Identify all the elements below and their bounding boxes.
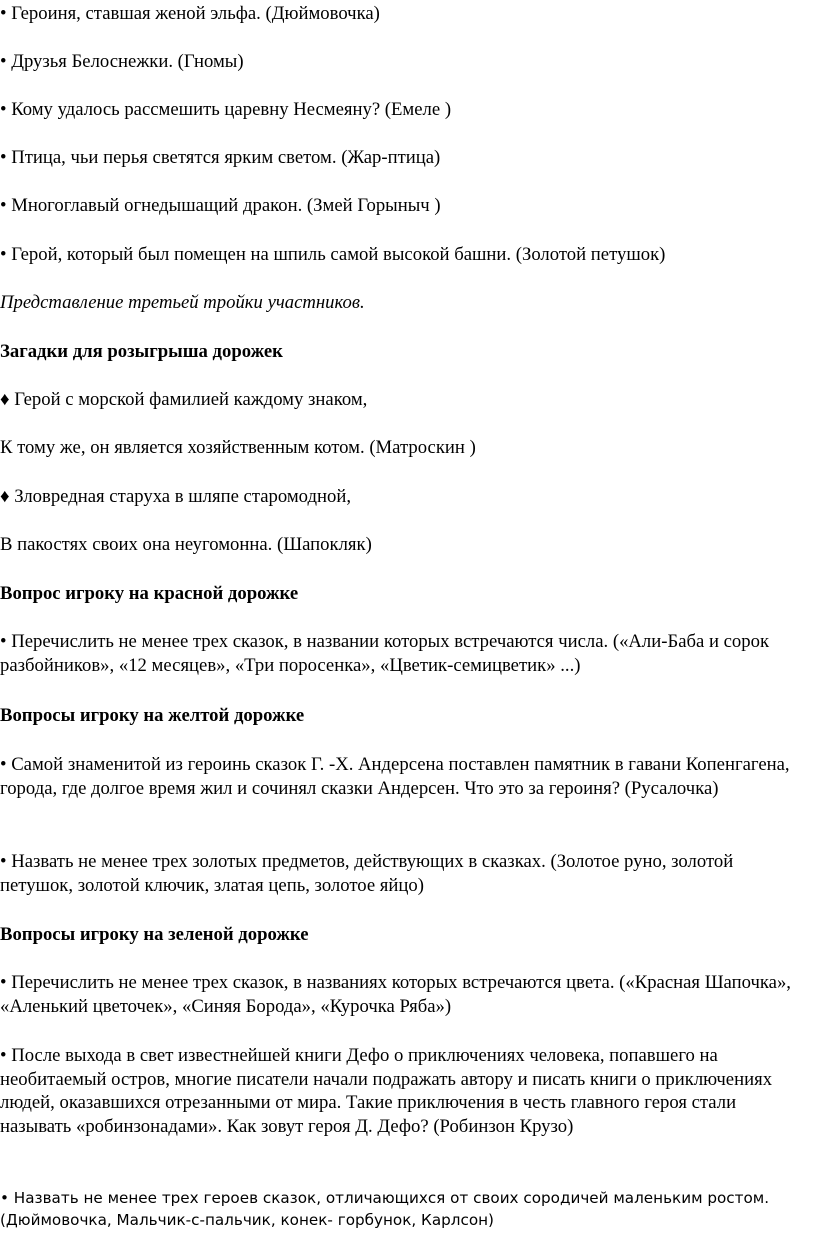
question-green-track-1: • Перечислить не менее трех сказок, в названиях которых встречаются цвета. («Красная Шапочка», «Аленький цветочек», «Синяя Борода», «Курочка Ряба») bbox=[0, 972, 791, 1017]
riddle-matroskin-line2: К тому же, он является хозяйственным котом. (Матроскин ) bbox=[0, 437, 476, 458]
riddle-matroskin-line1: ♦ Герой с морской фамилией каждому знаком, bbox=[0, 389, 368, 410]
heading-riddles-tracks: Загадки для розыгрыша дорожек bbox=[0, 341, 283, 362]
question-yellow-track-2: • Назвать не менее трех золотых предметов, действующих в сказках. (Золотое руно, золотой петушок, золотой ключик, златая цепь, золотое яйцо) bbox=[0, 851, 734, 896]
riddle-shapoklyak-line2: В пакостях своих она неугомонна. (Шапокляк) bbox=[0, 534, 372, 555]
riddle-answer-dragon: • Многоглавый огнедышащий дракон. (Змей Горыныч ) bbox=[0, 195, 441, 216]
question-yellow-track-1: • Самой знаменитой из героинь сказок Г. -Х. Андерсена поставлен памятник в гавани Копенгагена, города, где долгое время жил и сочинял сказки Андерсен. Что это за героиня? (Русалочка) bbox=[0, 754, 790, 799]
riddle-answer-golden-cockerel: • Герой, который был помещен на шпиль самой высокой башни. (Золотой петушок) bbox=[0, 244, 666, 265]
heading-green-track: Вопросы игроку на зеленой дорожке bbox=[0, 924, 309, 945]
riddle-answer-emelya: • Кому удалось рассмешить царевну Несмеяну? (Емеле ) bbox=[0, 99, 452, 120]
section-intro-third-trio: Представление третьей тройки участников. bbox=[0, 292, 365, 313]
riddle-answer-thumbelina: • Героиня, ставшая женой эльфа. (Дюймовочка) bbox=[0, 3, 380, 24]
heading-red-track: Вопрос игроку на красной дорожке bbox=[0, 583, 299, 604]
riddle-answer-firebird: • Птица, чьи перья светятся ярким светом. (Жар-птица) bbox=[0, 147, 441, 168]
question-red-track: • Перечислить не менее трех сказок, в названии которых встречаются числа. («Али-Баба и сорок разбойников», «12 месяцев», «Три поросенка», «Цветик-семицветик» ...) bbox=[0, 631, 770, 676]
heading-yellow-track: Вопросы игроку на желтой дорожке bbox=[0, 705, 305, 726]
riddle-shapoklyak-line1: ♦ Зловредная старуха в шляпе старомодной, bbox=[0, 486, 352, 507]
riddle-answer-dwarfs: • Друзья Белоснежки. (Гномы) bbox=[0, 51, 244, 72]
question-green-track-3: • Назвать не менее трех героев сказок, отличающихся от своих сородичей маленьким ростом. (Дюймовочка, Мальчик-с-пальчик, конек- горбунок, Карлсон) bbox=[0, 1189, 770, 1229]
question-green-track-2: • После выхода в свет известнейшей книги Дефо о приключениях человека, попавшего на необитаемый остров, многие писатели начали подражать автору и писать книги о приключениях людей, оказавшихся отрезанными от мира. Такие приключения в честь главного героя стали называть «робинзонадами». Как зовут героя Д. Дефо? (Робинзон Крузо) bbox=[0, 1045, 773, 1137]
